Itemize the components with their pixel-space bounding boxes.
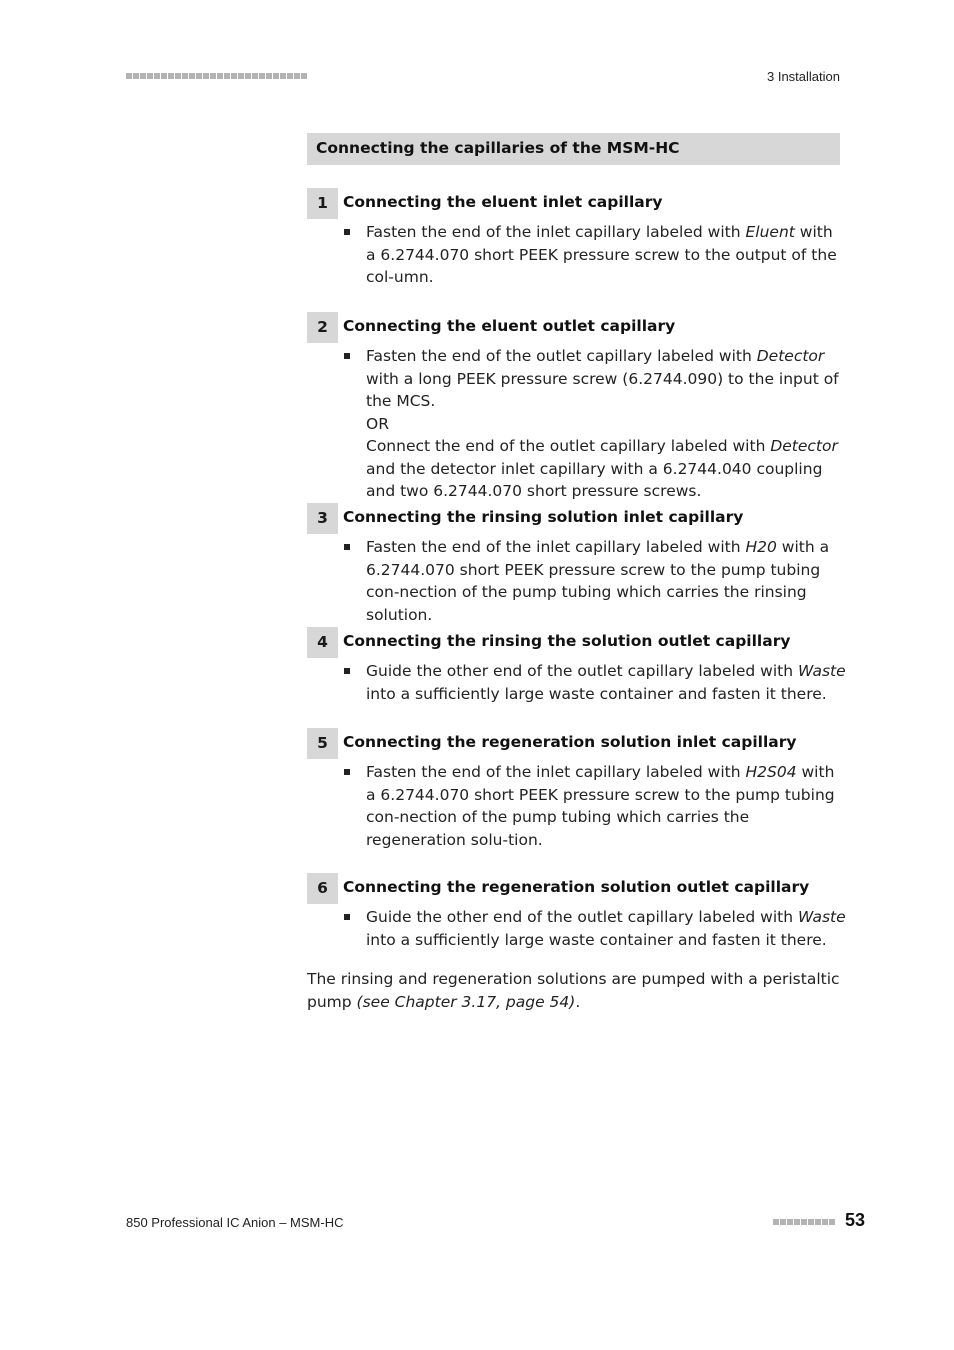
step-title: Connecting the regeneration solution inlet capillary [343,733,797,751]
step-instruction: Guide the other end of the outlet capillary labeled with Waste into a sufficiently large waste container and fasten it there. [366,660,846,705]
step-title: Connecting the eluent inlet capillary [343,193,663,211]
footer-decoration [773,1219,835,1225]
chapter-reference-link[interactable]: (see Chapter 3.17, page 54) [356,992,576,1011]
step-number: 3 [307,503,338,534]
header-decoration [126,73,307,79]
step-instruction: Fasten the end of the outlet capillary labeled with Detector with a long PEEK pressure screw (6.2744.090) to the input of the MCS. OR Connect the end of the outlet capillary labeled with Detector and the detector inlet capillary with a 6.2744.040 coupling and two 6.2744.070 short pressure screws. [366,345,846,503]
footer-document-title: 850 Professional IC Anion – MSM-HC [126,1215,344,1230]
or-separator: OR [366,414,389,433]
step-instruction: Guide the other end of the outlet capillary labeled with Waste into a sufficiently large waste container and fasten it there. [366,906,846,951]
section-title: Connecting the capillaries of the MSM-HC [316,139,680,157]
step-number: 5 [307,728,338,759]
step-title: Connecting the eluent outlet capillary [343,317,676,335]
closing-paragraph: The rinsing and regeneration solutions are pumped with a peristaltic pump (see Chapter 3.17, page 54). [307,970,840,1011]
bullet-icon [344,769,350,775]
bullet-icon [344,544,350,550]
bullet-icon [344,914,350,920]
step-instruction: Fasten the end of the inlet capillary labeled with H20 with a 6.2744.070 short PEEK pressure screw to the pump tubing con-nection of the pump tubing which carries the rinsing solution. [366,536,846,626]
label-name: Detector [756,347,825,365]
label-name: H20 [745,538,777,556]
bullet-icon [344,668,350,674]
label-name: Waste [797,908,846,926]
step-number: 4 [307,627,338,658]
section-heading [307,133,840,165]
label-name: Eluent [745,223,795,241]
step-instruction: Fasten the end of the inlet capillary labeled with H2S04 with a 6.2744.070 short PEEK pressure screw to the pump tubing con-nection of the pump tubing which carries the regeneration solu-tion. [366,761,846,851]
label-name: H2S04 [745,763,797,781]
label-name: Detector [770,437,838,455]
step-number: 2 [307,312,338,343]
header-chapter: 3 Installation [767,69,840,84]
step-title: Connecting the rinsing solution inlet capillary [343,508,744,526]
page-number: 53 [845,1210,866,1230]
step-title: Connecting the regeneration solution outlet capillary [343,878,810,896]
step-number: 1 [307,188,338,219]
step-instruction: Fasten the end of the inlet capillary labeled with Eluent with a 6.2744.070 short PEEK pressure screw to the output of the col-umn. [366,221,846,289]
label-name: Waste [797,662,846,680]
step-number: 6 [307,873,338,904]
bullet-icon [344,353,350,359]
bullet-icon [344,229,350,235]
step-title: Connecting the rinsing the solution outlet capillary [343,632,791,650]
